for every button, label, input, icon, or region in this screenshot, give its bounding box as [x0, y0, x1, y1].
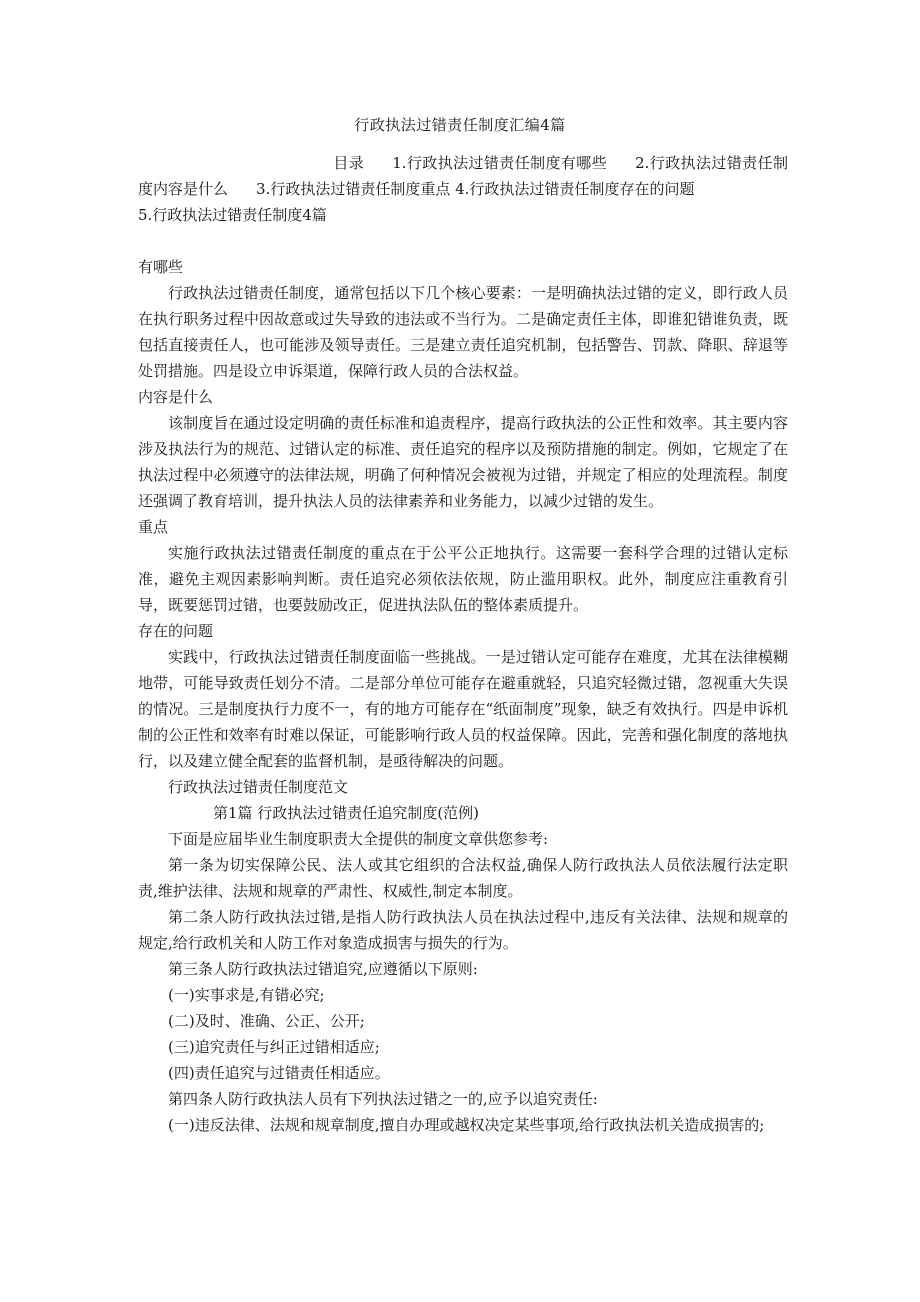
- toc-item: 4.行政执法过错责任制度存在的问题: [455, 180, 695, 198]
- section-heading: 存在的问题: [138, 622, 214, 640]
- toc-label: 目录: [333, 154, 365, 172]
- paragraph: 实践中，行政执法过错责任制度面临一些挑战。一是过错认定可能存在难度，尤其在法律模糊地带，可能导致责任划分不清。二是部分单位可能存在避重就轻，只追究轻微过错，忽视重大失误的情况。三是制度执行力度不一，有的地方可能存在“纸面制度”现象，缺乏有效执行。四是申诉机制的公正性和效率有时难以保证，可能影响行政人员的权益保障。因此，完善和强化制度的落地执行，以及建立健全配套的监督机制，是亟待解决的问题。: [138, 648, 788, 770]
- document-body: [138, 254, 788, 1138]
- toc-item: 2.行政执法过错责任制度内容是什么: [138, 154, 788, 198]
- clause-item: (一)实事求是,有错必究;: [168, 986, 325, 1004]
- article-clause: 第二条人防行政执法过错,是指人防行政执法人员在执法过程中,违反有关法律、法规和规章的规定,给行政机关和人防工作对象造成损害与损失的行为。: [138, 908, 788, 952]
- article-clause: 第三条人防行政执法过错追究,应遵循以下原则:: [168, 960, 478, 978]
- clause-item: (二)及时、准确、公正、公开;: [168, 1012, 365, 1030]
- paragraph: 该制度旨在通过设定明确的责任标准和追责程序，提高行政执法的公正性和效率。其主要内容涉及执法行为的规范、过错认定的标准、责任追究的程序以及预防措施的制定。例如，它规定了在执法过程中必须遵守的法律法规，明确了何种情况会被视为过错，并规定了相应的处理流程。制度还强调了教育培训，提升执法人员的法律素养和业务能力，以减少过错的发生。: [138, 414, 788, 510]
- toc-item: 1.行政执法过错责任制度有哪些: [392, 154, 608, 172]
- section-heading: 重点: [138, 518, 169, 536]
- clause-item: (四)责任追究与过错责任相适应。: [168, 1064, 390, 1082]
- paragraph: 行政执法过错责任制度，通常包括以下几个核心要素：一是明确执法过错的定义，即行政人员在执行职务过程中因故意或过失导致的违法或不当行为。二是确定责任主体，即谁犯错谁负责，既包括直接责任人，也可能涉及领导责任。三是建立责任追究机制，包括警告、罚款、降职、辞退等处罚措施。四是设立申诉渠道，保障行政人员的合法权益。: [138, 284, 788, 380]
- toc-item: 5.行政执法过错责任制度4篇: [138, 206, 327, 224]
- section-heading: 内容是什么: [138, 388, 214, 406]
- clause-item: (一)违反法律、法规和规章制度,擅自办理或越权决定某些事项,给行政执法机关造成损害的;: [168, 1116, 765, 1134]
- article-clause: 第一条为切实保障公民、法人或其它组织的合法权益,确保人防行政执法人员依法履行法定职责,维护法律、法规和规章的严肃性、权威性,制定本制度。: [138, 856, 788, 900]
- paragraph: 实施行政执法过错责任制度的重点在于公平公正地执行。这需要一套科学合理的过错认定标准，避免主观因素影响判断。责任追究必须依法依规，防止滥用职权。此外，制度应注重教育引导，既要惩罚过错，也要鼓励改正，促进执法队伍的整体素质提升。: [138, 544, 788, 614]
- clause-item: (三)追究责任与纠正过错相适应;: [168, 1038, 380, 1056]
- sample-heading: 行政执法过错责任制度范文: [168, 778, 349, 796]
- article-title: 第1篇 行政执法过错责任追究制度(范例): [213, 804, 480, 822]
- intro-line: 下面是应届毕业生制度职责大全提供的制度文章供您参考:: [168, 830, 549, 848]
- toc-item: 3.行政执法过错责任制度重点: [256, 180, 451, 198]
- section-heading: 有哪些: [138, 258, 184, 276]
- table-of-contents: [138, 150, 788, 228]
- document-title: 行政执法过错责任制度汇编4篇: [354, 116, 566, 134]
- article-clause: 第四条人防行政执法人员有下列执法过错之一的,应予以追究责任:: [168, 1090, 598, 1108]
